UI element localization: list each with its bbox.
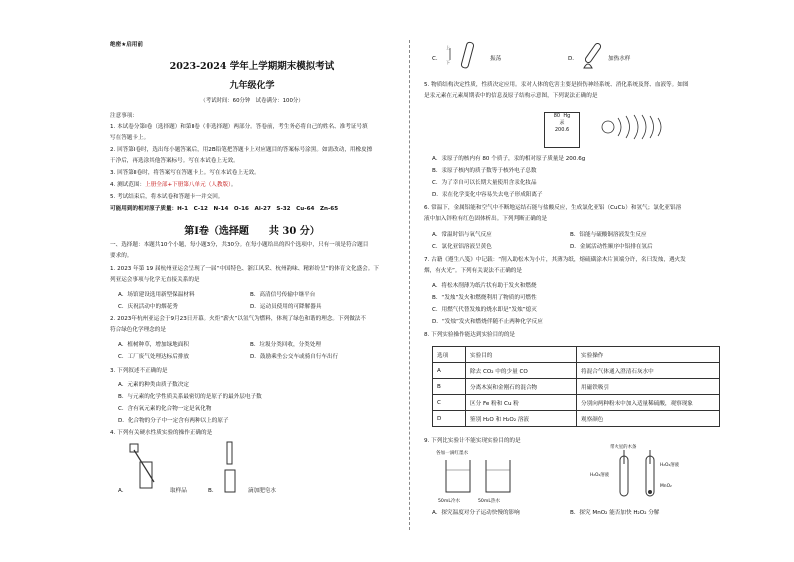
q4-option-b: B．	[208, 488, 218, 494]
q7-option-c: C．用燃气代替发烛的烧水即是“发烛”熄灭	[432, 307, 537, 313]
q6-option-a: A．常温时铝与氧气反应	[432, 232, 492, 238]
note-2a: 2. 回答第Ⅰ卷时，选出每小题答案后，用2B铅笔把答题卡上对应题目的答案标号涂黑。如需改动，用橡皮擦	[110, 147, 373, 153]
q2-option-a: A．植树种草，增加绿地面积	[118, 342, 189, 348]
heat-water-illustration-icon	[578, 40, 606, 72]
table-cell: C	[433, 395, 466, 411]
q8-stem: 8. 下列实验操作能达到实验目的的是	[424, 332, 516, 338]
periodic-table-card	[544, 112, 580, 148]
section-title: 第Ⅰ卷（选择题 共 30 分）	[184, 226, 320, 237]
q9-label-h2o2-left: H₂O₂溶液	[590, 473, 610, 478]
exam-subject: 九年级化学	[229, 81, 275, 91]
q1-stem-b: 列亚运会事项与化学无直接关系的是	[110, 277, 200, 283]
q6-stem-b: 液中加入锌粒有红色固体析出。下列判断正确的是	[424, 216, 548, 222]
atomic-number: 80 Hg	[553, 113, 571, 119]
q1-option-d: D．运动员使用的可降解器具	[250, 304, 322, 310]
table-header: 实验操作	[577, 347, 720, 363]
q7-stem-a: 7. 古籍《遵生八笺》中记载：“削入助松木为小片，其薄为纸，熔硫磺涂木片顶端分许，名曰发烛，遇火发	[424, 257, 686, 263]
q4-option-c: C．	[432, 56, 442, 62]
note-4	[110, 182, 237, 190]
q9-option-b: B．探究 MnO₂ 能否加快 H₂O₂ 分解	[570, 510, 660, 516]
table-cell: 用磁铁吸引	[577, 379, 720, 395]
element-name: 汞	[559, 120, 565, 126]
table-header: 选项	[433, 347, 466, 363]
q1-option-b: B．高清信号传输中继平台	[250, 292, 316, 298]
q5-option-a: A．汞原子的核内有 80 个质子，汞的相对原子质量是 200.6g	[432, 156, 586, 162]
q3-option-a: A．元素的种类由质子数决定	[118, 382, 189, 388]
table-cell: 分别向两种粉末中加入适量稀硫酸，观察现象	[577, 395, 720, 411]
note-1b: 写在答题卡上。	[110, 135, 150, 141]
q9-label-h2o2-right: H₂O₂溶液	[660, 463, 680, 468]
note-4-end: 。	[230, 182, 237, 188]
svg-text:上: 上	[446, 45, 450, 50]
q2-option-c: C．工厂废气处理达标后排放	[118, 354, 190, 360]
section-intro-b: 要求的。	[110, 253, 133, 259]
q2-option-b: B．垃圾分类回收，分类处理	[250, 342, 321, 348]
test-scope: 上册全部+下册第八单元（人教版）	[145, 182, 231, 188]
q4-option-d-label: 加热水样	[608, 56, 631, 62]
note-1a: 1. 本试卷分第Ⅰ卷（选择题）和第Ⅱ卷（非选择题）两部分。答卷前，考生务必将自己的姓名、准考证号填	[110, 124, 368, 130]
table-row	[433, 395, 720, 411]
table-cell: 将混合气体通入澄清石灰水中	[577, 363, 720, 379]
q9-option-a: A．探究温度对分子运动快慢的影响	[432, 510, 520, 516]
table-cell: 观察颜色	[577, 411, 720, 427]
q6-option-c: C．氯化亚铝溶液呈黄色	[432, 244, 492, 250]
take-sample-illustration-icon	[128, 440, 164, 496]
q4-stem: 4. 下列有关硬水性质实验的操作正确的是	[110, 430, 213, 436]
dropper-soapwater-illustration-icon	[216, 440, 246, 496]
q7-stem-b: 烟，有火光”。下列有关说法不正确的是	[424, 268, 522, 274]
notes-heading: 注意事项：	[110, 113, 138, 119]
table-cell: D	[433, 411, 466, 427]
atomic-mass: 200.6	[554, 127, 570, 133]
q1-option-c: C．庆祝活动中的烟花秀	[118, 304, 178, 310]
note-2b: 干净后，再选涂其他答案标号。写在本试卷上无效。	[110, 158, 239, 164]
q5-option-b: B．汞原子核内的质子数等于核外电子总数	[432, 168, 537, 174]
q9-label-hot-water: 50mL热水	[478, 499, 501, 504]
q3-option-c: C．含有氧元素的化合物一定是氧化物	[118, 406, 212, 412]
table-header: 实验目的	[466, 347, 577, 363]
note-4-label: 4. 测试范围：	[110, 182, 146, 188]
table-header-row	[433, 347, 720, 363]
q5-option-d: D．汞在化学变化中容易失去电子形成阳离子	[432, 192, 543, 198]
exam-info: （考试时间：60分钟 试卷满分：100分）	[200, 98, 304, 104]
note-5: 5. 考试结束后，将本试卷和答题卡一并交回。	[110, 194, 224, 200]
q3-stem: 3. 下列叙述不正确的是	[110, 368, 168, 374]
q5-stem-a: 5. 物质结构决定性质，性质决定应用。汞对人体的危害主要是损伤神经系统、消化系统及肾、血液等。如图	[424, 82, 689, 88]
svg-text:下: 下	[446, 60, 450, 65]
table-row	[433, 411, 720, 427]
q6-option-b: B．铝能与硫酸铜溶液发生反应	[570, 232, 647, 238]
q9-label-red-ink: 各加一滴红墨水	[436, 451, 469, 456]
q3-option-b: B．与元素的化学性质关系最密切的是原子的最外层电子数	[118, 394, 262, 400]
q3-option-d: D．化合物的分子中一定含有两种以上的原子	[118, 418, 229, 424]
section-intro-a: 一、选择题：本题共10个小题，每小题3分，共30分。在每小题给出的四个选项中，只有一项是符合题目	[110, 242, 369, 248]
exam-title: 2023-2024 学年上学期期末模拟考试	[169, 61, 335, 72]
atomic-structure-diagram-icon	[596, 112, 676, 142]
q4-option-a: A．	[118, 488, 128, 494]
shake-tube-illustration-icon	[446, 40, 486, 70]
table-cell: A	[433, 363, 466, 379]
q7-option-a: A．将松木削薄为纸片状有助于发火和燃烧	[432, 283, 537, 289]
q9-label-splint: 带火星的木条	[610, 445, 637, 450]
q2-option-d: D．鼓励乘坐公交车或骑自行车出行	[250, 354, 339, 360]
q7-option-b: B．“发烛”发火和燃烧利用了物质的可燃性	[432, 295, 537, 301]
table-row	[433, 363, 720, 379]
table-cell: 区分 Fe 粉和 Cu 粉	[466, 395, 577, 411]
q5-option-c: C．为了幸自可以长期大量使用含汞化妆品	[432, 180, 537, 186]
q4-option-c-label: 振荡	[490, 56, 502, 62]
q4-option-d: D．	[568, 56, 578, 62]
q6-stem-a: 6. 常温下，金属铝能和空气中不断地运结石能与盐酸反应，生成氯化亚铝（CuCl₂）和氢气；氯化亚铝溶	[424, 205, 682, 211]
beaker-pair-illustration-icon	[440, 458, 520, 498]
q9-label-mno2: MnO₂	[660, 484, 672, 489]
q7-option-d: D．“发烛”发火和燃烧伴随不止两种化学反应	[432, 319, 543, 325]
table-cell: B	[433, 379, 466, 395]
note-3: 3. 回答第Ⅱ卷时，将答案写在答题卡上。写在本试卷上无效。	[110, 170, 260, 176]
q2-stem-b: 符合绿色化学理念的是	[110, 327, 166, 333]
q4-option-b-label: 滴加肥皂水	[248, 488, 276, 494]
q9-stem: 9. 下列比实验计不能实现实验目的的是	[424, 438, 521, 444]
atomic-masses: 可能用到的相对原子质量：H-1 C-12 N-14 O-16 Al-27 S-32 Cu-64 Zn-65	[110, 206, 339, 212]
column-divider	[409, 40, 410, 530]
q6-option-d: D．金属活动性顺序中铝排在氢后	[570, 244, 653, 250]
confidential-mark: 绝密★启用前	[110, 42, 143, 48]
q1-option-a: A．场馆建设选用新型保温材料	[118, 292, 195, 298]
q5-stem-b: 是汞元素在元素周期表中的信息及原子结构示意图，下列说法正确的是	[424, 93, 598, 99]
q1-stem-a: 1. 2023 年第 19 届杭州亚运会呈现了一届“中国特色、浙江风采、杭州韵味、精彩纷呈”的体育文化盛会。下	[110, 266, 379, 272]
table-cell: 除去 CO₂ 中的少量 CO	[466, 363, 577, 379]
table-cell: 鉴别 H₂O 和 H₂O₂ 溶液	[466, 411, 577, 427]
q9-label-cold-water: 50mL冷水	[438, 499, 461, 504]
q8-options-table	[432, 346, 720, 427]
table-cell: 分离木炭和金刚石的混合物	[466, 379, 577, 395]
q4-option-a-label: 取样品	[170, 488, 187, 494]
table-row	[433, 379, 720, 395]
element-symbol: Hg	[563, 113, 571, 119]
q2-stem-a: 2. 2023年杭州亚运会于9月23日开幕。火炬“薪火”以氢气为燃料，体现了绿色和谐的理念。下列做法不	[110, 316, 366, 322]
